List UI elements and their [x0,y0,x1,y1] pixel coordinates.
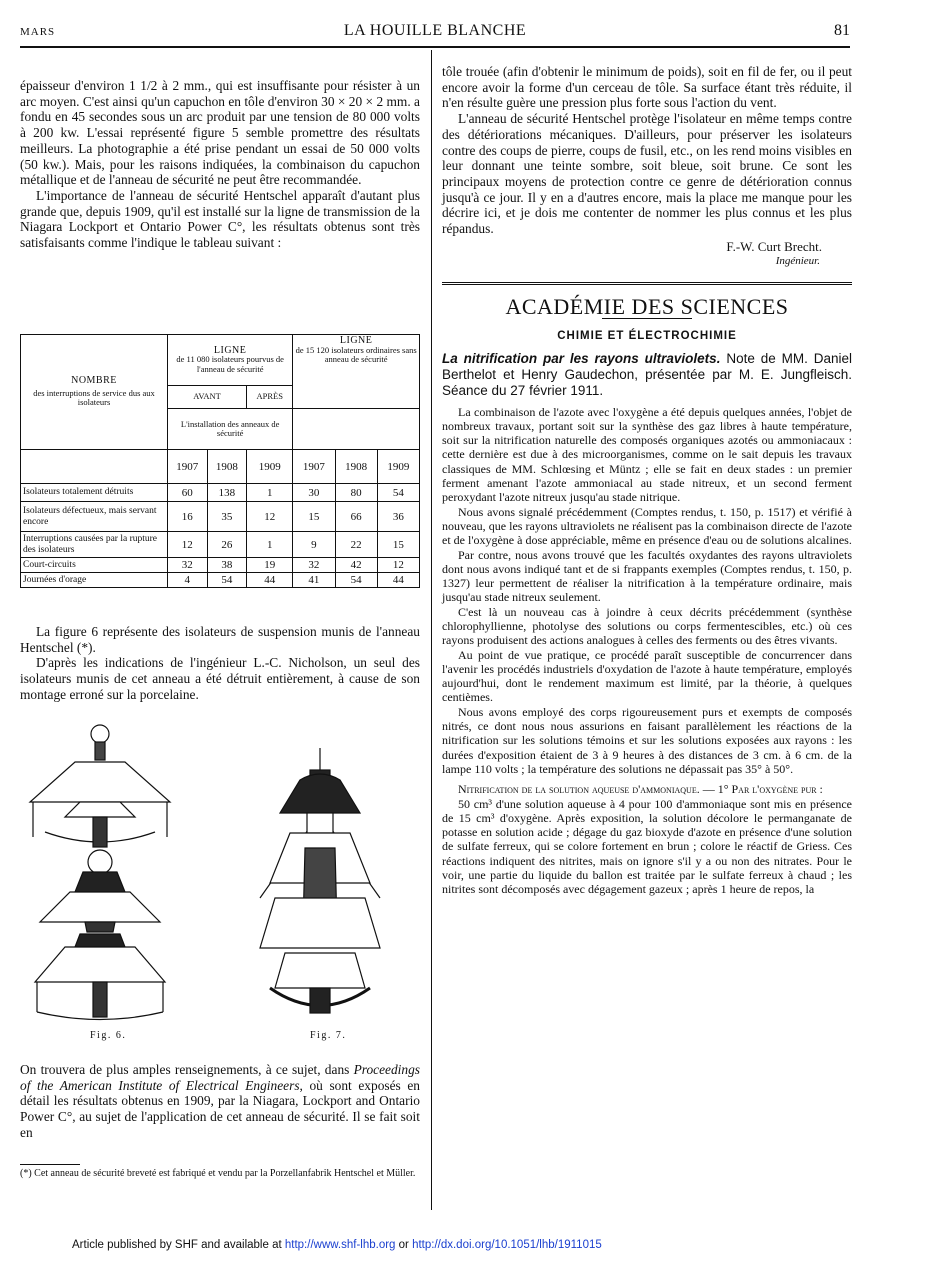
footnote: (*) Cet anneau de sécurité breveté est fabriqué et vendu par la Porzellanfabrik Hentschel et Müller. [20,1168,416,1179]
header-rule [20,46,850,48]
section-double-rule [442,282,852,285]
subsection-heading: CHIMIE ET ÉLECTROCHIMIE [557,329,737,342]
figure-6-illustration [25,722,175,1027]
page-number: 81 [834,22,850,39]
figure-7-illustration [255,748,385,1023]
paragraph: épaisseur d'environ 1 1/2 à 2 mm., qui est insuffisante pour résister à un arc moyen. C'est ainsi qu'un capuchon en tôle d'environ 30 × 20 × 2 mm. a fondu en 45 secondes sous un arc produit par une tension de 80 000 volts à 200 kw. L'essai représenté figure 5 semble promettre des résultats meilleurs. La photographie a été prise pendant un essai de 50 000 volts (50 kw.). Mais, pour les raisons indiquées, la combinaison du capuchon métallique et de l'anneau de sécurité ne peut être recommandée. [20,78,420,188]
paragraph: Nous avons employé des corps rigoureusement purs et exempts de composés nitrés, ce dont nous nous assurions en faisant parallèlement les réactions de la nitrification sur les solutions témoins et sur les solutions exposées aux rayons : les durées d'exposition étaient de 3 à 9 heures à des distances de 3 cm. à 6 cm. de la lampe 110 volts ; la température des solutions ne dépassait pas 35° à 50°. [442,704,852,776]
table-row: Interruptions causées par la rupture des isolateurs 12 26 1 9 22 15 [21,532,420,558]
paragraph: tôle trouée (afin d'obtenir le minimum de poids), soit en fil de fer, ou il peut encore avoir la forme d'un cerceau de tôle. Sa surface étant très réduite, il n'en résulte guère une pression plus forte sous l'action du vent. [442,64,852,111]
paragraph: Nous avons signalé précédemment (Comptes rendus, t. 150, p. 1517) et vérifié à nouveau, que les rayons ultraviolets ne réalisent pas la combinaison directe de l'azote et de l'oxygène à dose appréciable, même en présence d'eau ou de solutions alcalines. [442,504,852,548]
year-header: 1908 [207,450,247,484]
table-header-avant: AVANT [168,386,247,409]
author-signature: F.-W. Curt Brecht. [726,238,822,254]
table-header-nombre: NOMBRE des interruptions de service dus aux isolateurs [21,335,168,450]
column-divider [431,50,432,1210]
statistics-table [20,334,420,588]
figure-6-caption: Fig. 6. [90,1030,127,1041]
right-column [442,64,852,897]
left-column-top [20,78,420,251]
paragraph: Par contre, nous avons trouvé que les facultés oxydantes des rayons ultraviolets dont nous avons indiqué tant et de si frappants exemples (Comptes rendus, t. 150, p. 1327) leur permettent de réaliser la nitrification à la température ordinaire, mais jusqu'au stade nitreux seulement. [442,547,852,605]
subheading: Nitrification de la solution aqueuse d'ammoniaque. — 1° Par l'oxygène pur : [458,782,823,797]
paragraph: C'est là un nouveau cas à joindre à ceux décrits précédemment (synthèse chlorophyllienne, photolyse des solutions ou corps fermentescibles, etc.) où ces rayons produisent des actions analogues à celles des ferments ou des êtres vivants. [442,604,852,648]
table-row: Isolateurs totalement détruits 60 138 1 30 80 54 [21,484,420,502]
year-header: 1907 [293,450,335,484]
table-row: Isolateurs défectueux, mais servant encore 16 35 12 15 66 36 [21,502,420,532]
paragraph: 50 cm³ d'une solution aqueuse à 4 pour 100 d'ammoniaque sont mis en présence de 15 cm³ d'oxygène. Après exposition, la solution décolore le permanganate de potasse en solution acide ; dégage du gaz bioxyde d'azote en présence d'une solution de sulfate ferreux, qui se colore fortement en brun ; colore le réactif de Griess. Ces réactions indiquent des nitrites, mais on ignore s'il y a ou non des nitrates. Pour le voir, une partie du liquide du ballon est traitée par le sulfate ferreux à chaud ; les nitrites sont décomposés avec dégagement gazeux ; après 1 heure de repos, la [442,796,852,897]
article-title: La nitrification par les rayons ultraviolets. Note de MM. Daniel Berthelot et Henry Gaudechon, présentée par M. E. Jungfleisch. Séance du 27 février 1911. [442,350,852,398]
table-header-apres: APRÈS [247,386,293,409]
year-header: 1909 [377,450,419,484]
paragraph: L'importance de l'anneau de sécurité Hentschel apparaît d'autant plus grande que, depuis 1909, qu'il est installé sur la ligne de transmission de la Niagara Lockport et Ontario Power C°, les résultats obtenus sont très satisfaisants comme l'indique le tableau suivant : [20,187,420,251]
table-header-installation: L'installation des anneaux de sécurité [168,409,293,450]
table-row: Journées d'orage 4 54 44 41 54 44 [21,573,420,588]
table-header-ligne-2: LIGNE de 15 120 isolateurs ordinaires sans anneau de sécurité [293,335,420,409]
table-row: Court-circuits 32 38 19 32 42 12 [21,558,420,573]
shf-link[interactable]: http://www.shf-lhb.org [284,1239,396,1251]
paragraph: D'après les indications de l'ingénieur L.-C. Nicholson, un seul des isolateurs munis de cet anneau a été détruit entièrement, à cause de son montage erroné sur la porcelaine. [20,655,420,702]
section-heading: ACADÉMIE DES SCIENCES [505,294,789,320]
year-header: 1908 [335,450,377,484]
paragraph: La combinaison de l'azote avec l'oxygène a été depuis quelques années, l'objet de nombreux travaux, portant soit sur la synthèse des gaz libres à haute température, soit sur la nitrification naturelle des composés organiques azotés ou ammoniacaux : cette dernière est due à des microorganismes, comme on le sait depuis les travaux classiques de MM. Schlœsing et Müntz ; elle se fait en deux stades : un premier ferment amenant l'azote ammoniacal au stade nitreux, et un second ferment peroxydant l'azote nitreux jusqu'au stade nitrique. [442,404,852,505]
footnote-rule [20,1164,80,1165]
paragraph: On trouvera de plus amples renseignements, à ce sujet, dans Proceedings of the American Institute of Electrical Engineers, où sont exposés en détail les résultats obtenus en 1909, par la Niagara, Lockport and Ontario Power C°, au sujet de l'application de cet anneau de sécurité. Il se fait soit en [20,1062,420,1140]
year-header: 1909 [247,450,293,484]
doi-link[interactable]: http://dx.doi.org/10.1051/lhb/1911015 [412,1239,602,1251]
figure-7-caption: Fig. 7. [310,1030,347,1041]
table-header-ligne-1: LIGNE de 11 080 isolateurs pourvus de l'anneau de sécurité [168,335,293,386]
year-header: 1907 [168,450,208,484]
paragraph: Au point de vue pratique, ce procédé paraît susceptible de concurrencer dans l'avenir les procédés industriels d'oxydation de l'azote à haute température, employés aujourd'hui, dont le rendement maximum est limité, par la théorie, à quelques centièmes. [442,647,852,705]
journal-title: LA HOUILLE BLANCHE [343,22,527,39]
paragraph: L'anneau de sécurité Hentschel protège l'isolateur en même temps contre des détériorations mécaniques. D'ailleurs, pour préserver les isolateurs contre des coups de pierre, coups de fusil, etc., on les rend moins visibles en leur donnant une teinte sombre, soit bleue, soit brune. Ce sont les principaux moyens de protection contre ce genre de détérioration connus jusqu'à ce jour. Il y en a d'autres encore, mais la place me manque pour les décrire ici, et je dois me contenter de nommer les plus connus et les plus répandus. [442,111,852,237]
left-column-middle [20,624,420,703]
left-column-bottom [20,1062,420,1141]
header-month: MARS [20,26,56,38]
paragraph: La figure 6 représente des isolateurs de suspension munis de l'anneau Hentschel (*). [20,624,420,655]
publication-footer: Article published by SHF and available at http://www.shf-lhb.org or http://dx.doi.org/10.1051/lhb/1911015 [72,1239,602,1251]
author-role: Ingénieur. [775,255,820,268]
page-header [20,22,850,44]
